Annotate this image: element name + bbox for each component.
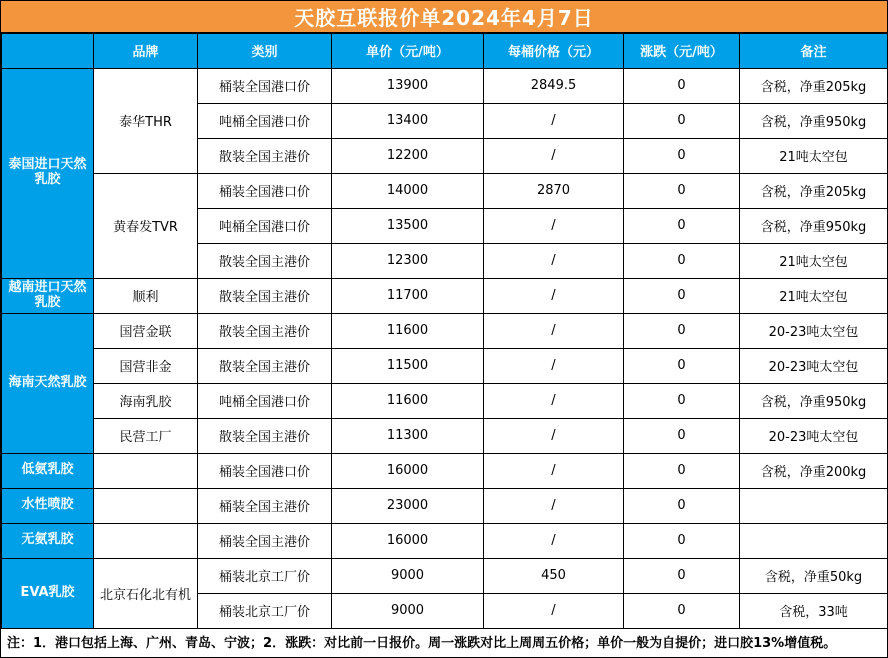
category-cell: 低氨乳胶 <box>2 453 94 488</box>
note-cell: 21吨太空包 <box>740 138 888 173</box>
barrel-price-cell: 450 <box>484 558 624 593</box>
barrel-price-cell: 2849.5 <box>484 68 624 103</box>
category-cell: 越南进口天然乳胶 <box>2 278 94 313</box>
type-cell: 桶装北京工厂价 <box>198 558 332 593</box>
note-cell: 20-23吨太空包 <box>740 348 888 383</box>
type-cell: 桶装全国主港价 <box>198 488 332 523</box>
barrel-price-cell: / <box>484 488 624 523</box>
change-cell: 0 <box>624 523 740 558</box>
barrel-price-cell: / <box>484 243 624 278</box>
note-cell <box>740 488 888 523</box>
brand-cell: 黄春发TVR <box>94 173 198 278</box>
type-cell: 散装全国主港价 <box>198 278 332 313</box>
type-cell: 吨桶全国港口价 <box>198 103 332 138</box>
category-cell: 泰国进口天然乳胶 <box>2 68 94 278</box>
note-cell: 20-23吨太空包 <box>740 313 888 348</box>
column-header-price: 单价（元/吨） <box>332 33 484 68</box>
price-cell: 16000 <box>332 453 484 488</box>
note-cell: 含税，净重200kg <box>740 453 888 488</box>
note-cell: 含税，净重950kg <box>740 383 888 418</box>
barrel-price-cell: / <box>484 418 624 453</box>
column-header-barrel-price: 每桶价格（元） <box>484 33 624 68</box>
type-cell: 散装全国主港价 <box>198 348 332 383</box>
change-cell: 0 <box>624 558 740 593</box>
change-cell: 0 <box>624 593 740 628</box>
price-cell: 13500 <box>332 208 484 243</box>
change-cell: 0 <box>624 68 740 103</box>
price-cell: 13400 <box>332 103 484 138</box>
barrel-price-cell: / <box>484 348 624 383</box>
change-cell: 0 <box>624 313 740 348</box>
type-cell: 吨桶全国港口价 <box>198 208 332 243</box>
category-cell: 水性喷胶 <box>2 488 94 523</box>
price-cell: 11600 <box>332 313 484 348</box>
note-cell: 含税，净重950kg <box>740 103 888 138</box>
type-cell: 桶装全国港口价 <box>198 453 332 488</box>
brand-cell <box>94 523 198 558</box>
note-cell: 含税，净重205kg <box>740 173 888 208</box>
change-cell: 0 <box>624 383 740 418</box>
barrel-price-cell: / <box>484 593 624 628</box>
table-row <box>2 383 888 418</box>
category-cell: EVA乳胶 <box>2 558 94 628</box>
note-cell: 含税，净重205kg <box>740 68 888 103</box>
barrel-price-cell: / <box>484 138 624 173</box>
column-header-brand: 品牌 <box>94 33 198 68</box>
change-cell: 0 <box>624 208 740 243</box>
price-table <box>1 33 888 629</box>
brand-cell: 顺利 <box>94 278 198 313</box>
brand-cell: 国营金联 <box>94 313 198 348</box>
brand-cell: 北京石化北有机 <box>94 558 198 628</box>
table-header <box>2 33 888 68</box>
price-cell: 11300 <box>332 418 484 453</box>
price-cell: 12200 <box>332 138 484 173</box>
category-cell: 海南天然乳胶 <box>2 313 94 453</box>
type-cell: 桶装全国港口价 <box>198 68 332 103</box>
note-cell: 21吨太空包 <box>740 243 888 278</box>
table-row <box>2 278 888 313</box>
change-cell: 0 <box>624 173 740 208</box>
column-header-category <box>2 33 94 68</box>
price-cell: 9000 <box>332 593 484 628</box>
table-row <box>2 558 888 593</box>
barrel-price-cell: / <box>484 313 624 348</box>
brand-cell: 国营非金 <box>94 348 198 383</box>
brand-cell: 民营工厂 <box>94 418 198 453</box>
table-row <box>2 173 888 208</box>
column-header-note: 备注 <box>740 33 888 68</box>
change-cell: 0 <box>624 138 740 173</box>
price-cell: 9000 <box>332 558 484 593</box>
brand-cell: 海南乳胶 <box>94 383 198 418</box>
barrel-price-cell: / <box>484 523 624 558</box>
barrel-price-cell: / <box>484 208 624 243</box>
barrel-price-cell: 2870 <box>484 173 624 208</box>
change-cell: 0 <box>624 488 740 523</box>
note-cell <box>740 523 888 558</box>
change-cell: 0 <box>624 278 740 313</box>
category-cell: 无氨乳胶 <box>2 523 94 558</box>
note-cell: 含税，33吨 <box>740 593 888 628</box>
barrel-price-cell: / <box>484 453 624 488</box>
price-cell: 16000 <box>332 523 484 558</box>
price-cell: 14000 <box>332 173 484 208</box>
type-cell: 桶装北京工厂价 <box>198 593 332 628</box>
brand-cell <box>94 488 198 523</box>
note-cell: 含税，净重50kg <box>740 558 888 593</box>
table-row <box>2 348 888 383</box>
type-cell: 桶装全国港口价 <box>198 173 332 208</box>
price-cell: 11500 <box>332 348 484 383</box>
note-cell: 21吨太空包 <box>740 278 888 313</box>
price-cell: 11700 <box>332 278 484 313</box>
type-cell: 散装全国主港价 <box>198 138 332 173</box>
table-row <box>2 313 888 348</box>
brand-cell: 泰华THR <box>94 68 198 173</box>
table-row <box>2 453 888 488</box>
price-cell: 13900 <box>332 68 484 103</box>
table-row <box>2 488 888 523</box>
note-cell: 20-23吨太空包 <box>740 418 888 453</box>
footer-note: 注：1．港口包括上海、广州、青岛、宁波；2．涨跌：对比前一日报价。周一涨跌对比上周周五价格；单价一般为自提价；进口胶13%增值税。 <box>7 635 837 651</box>
change-cell: 0 <box>624 418 740 453</box>
table-row <box>2 523 888 558</box>
barrel-price-cell: / <box>484 103 624 138</box>
page-title: 天胶互联报价单2024年4月7日 <box>294 5 594 30</box>
table-body <box>2 68 888 628</box>
table-row <box>2 418 888 453</box>
note-cell: 含税，净重950kg <box>740 208 888 243</box>
type-cell: 吨桶全国港口价 <box>198 383 332 418</box>
price-cell: 11600 <box>332 383 484 418</box>
column-header-change: 涨跌（元/吨） <box>624 33 740 68</box>
type-cell: 散装全国主港价 <box>198 313 332 348</box>
change-cell: 0 <box>624 348 740 383</box>
header-row <box>2 33 888 68</box>
type-cell: 散装全国主港价 <box>198 418 332 453</box>
title-bar <box>1 1 887 33</box>
table-row <box>2 68 888 103</box>
column-header-type: 类别 <box>198 33 332 68</box>
price-cell: 23000 <box>332 488 484 523</box>
type-cell: 桶装全国主港价 <box>198 523 332 558</box>
barrel-price-cell: / <box>484 278 624 313</box>
change-cell: 0 <box>624 243 740 278</box>
type-cell: 散装全国主港价 <box>198 243 332 278</box>
barrel-price-cell: / <box>484 383 624 418</box>
brand-cell <box>94 453 198 488</box>
price-cell: 12300 <box>332 243 484 278</box>
change-cell: 0 <box>624 103 740 138</box>
change-cell: 0 <box>624 453 740 488</box>
